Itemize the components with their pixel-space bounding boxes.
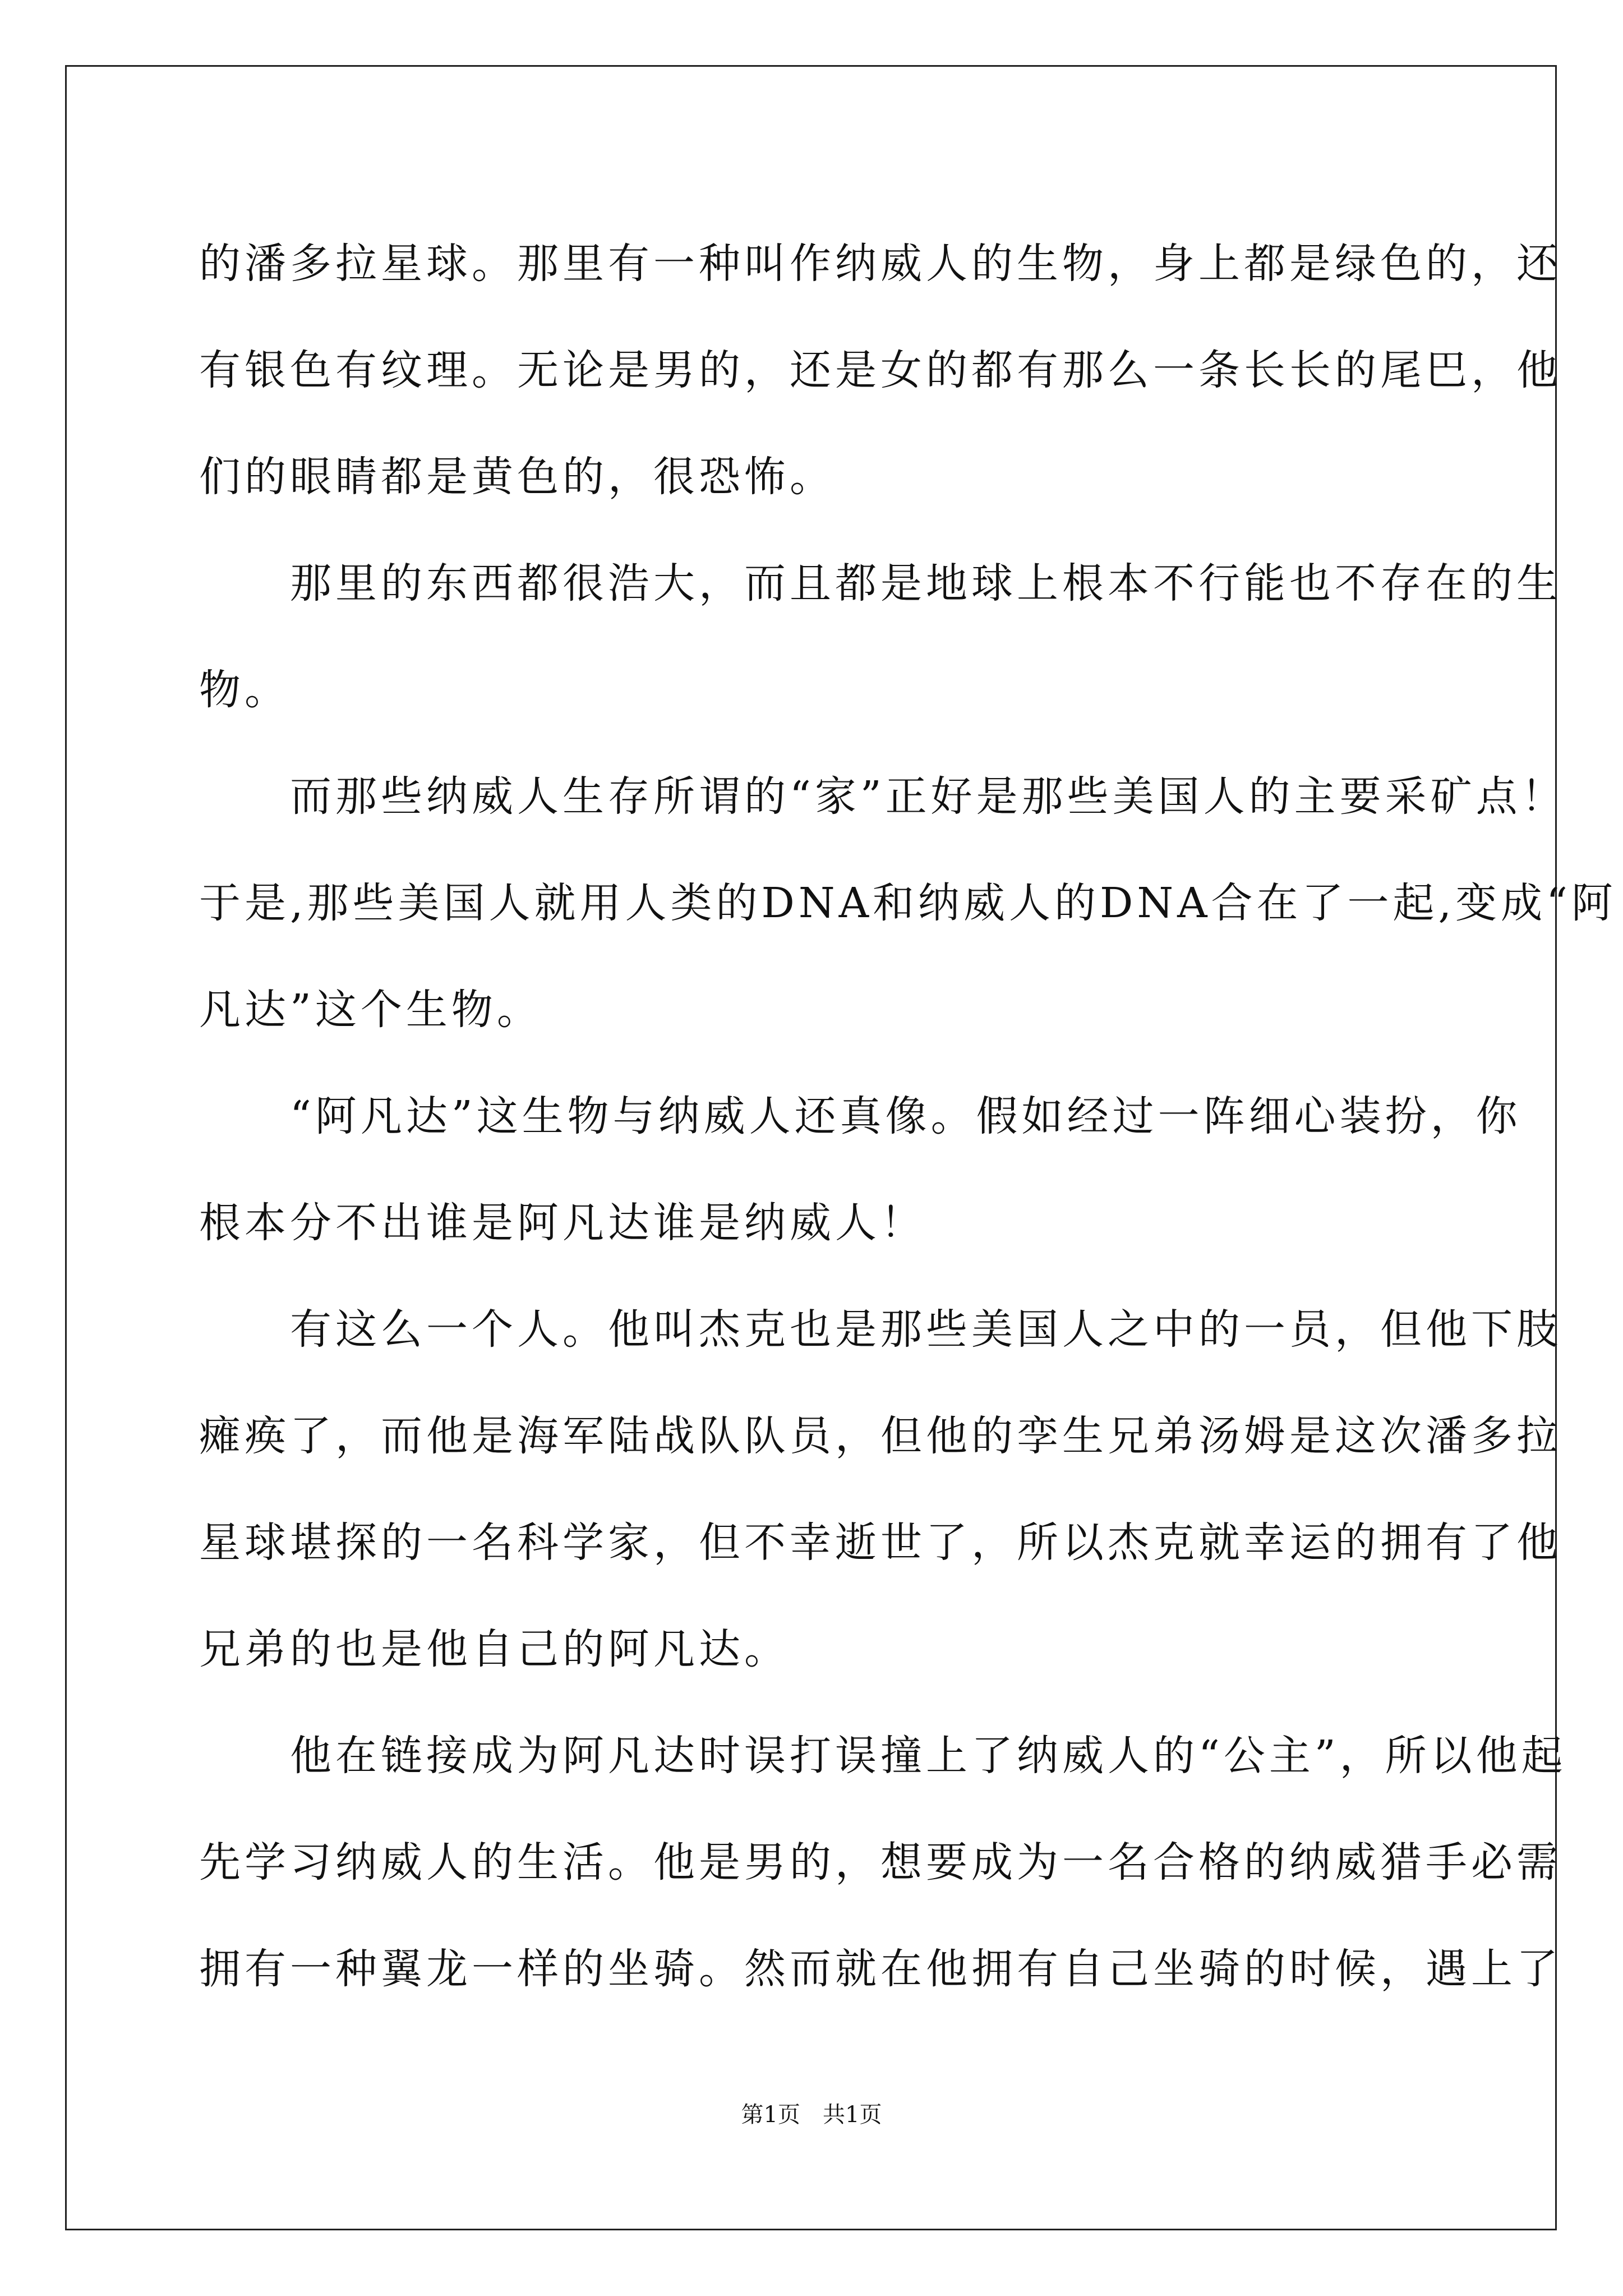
page-footer: [0, 2101, 1623, 2129]
text-line-17: 拥有一种翼龙一样的坐骑。然而就在他拥有自己坐骑的时候，遇上了: [199, 1945, 1562, 1993]
text-line-6: 而那些纳威人生存所谓的“家”正好是那些美国人的主要采矿点！: [199, 772, 1567, 821]
text-line-1: 的潘多拉星球。那里有一种叫作纳威人的生物，身上都是绿色的，还: [199, 240, 1562, 288]
text-line-8: 凡达”这个生物。: [199, 986, 542, 1034]
text-line-14: 兄弟的也是他自己的阿凡达。: [199, 1625, 790, 1673]
text-line-15: 他在链接成为阿凡达时误打误撞上了纳威人的“公主”，所以他起: [199, 1732, 1567, 1780]
text-line-5: 物。: [199, 666, 290, 714]
text-line-4: 那里的东西都很浩大，而且都是地球上根本不行能也不存在的生: [199, 559, 1562, 608]
text-line-3: 们的眼睛都是黄色的，很恐怖。: [199, 453, 835, 501]
page-total: 共1页: [823, 2102, 882, 2128]
text-line-16: 先学习纳威人的生活。他是男的，想要成为一名合格的纳威猎手必需: [199, 1838, 1562, 1887]
document-body: [199, 210, 1617, 2022]
text-line-11: 有这么一个人。他叫杰克也是那些美国人之中的一员，但他下肢: [199, 1305, 1562, 1354]
text-line-2: 有银色有纹理。无论是男的，还是女的都有那么一条长长的尾巴，他: [199, 346, 1562, 394]
page-number: 第1页: [741, 2102, 800, 2128]
text-line-7: 于是,那些美国人就用人类的DNA和纳威人的DNA合在了一起,变成“阿: [199, 879, 1617, 927]
text-line-13: 星球堪探的一名科学家，但不幸逝世了，所以杰克就幸运的拥有了他: [199, 1519, 1562, 1567]
text-line-9: “阿凡达”这生物与纳威人还真像。假如经过一阵细心装扮，你: [199, 1092, 1521, 1140]
text-line-12: 瘫痪了，而他是海军陆战队队员，但他的孪生兄弟汤姆是这次潘多拉: [199, 1412, 1562, 1460]
text-line-10: 根本分不出谁是阿凡达谁是纳威人！: [199, 1199, 926, 1247]
